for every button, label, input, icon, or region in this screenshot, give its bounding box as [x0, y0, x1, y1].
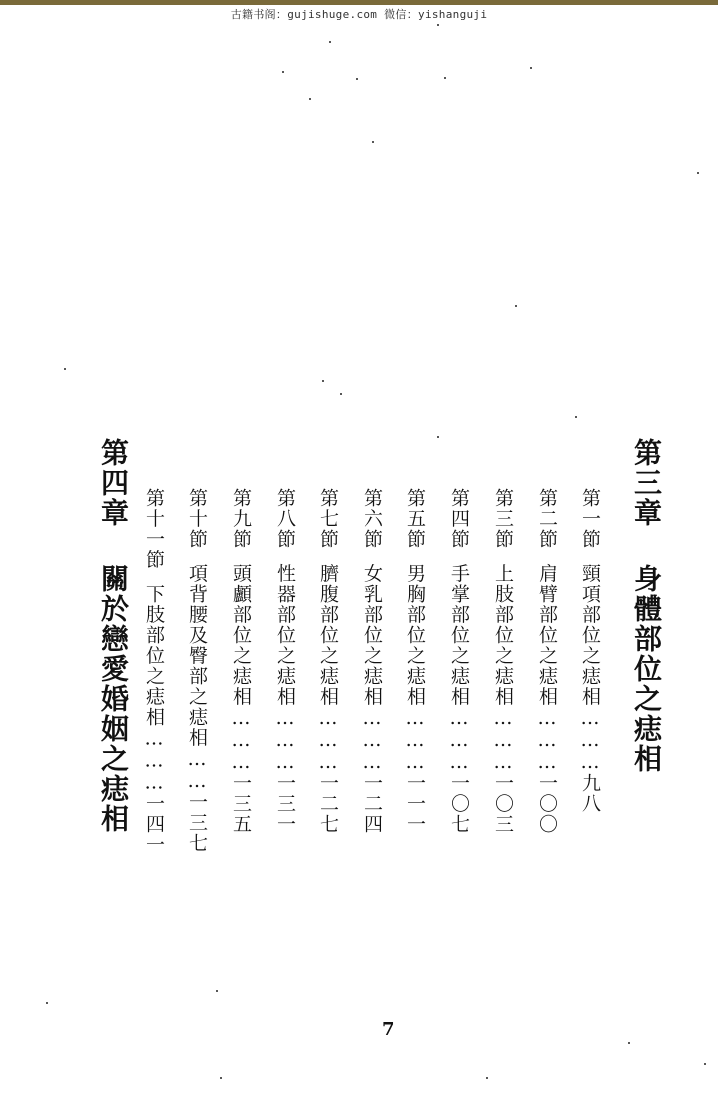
top-border	[0, 0, 718, 5]
chapter3-title: 身體部位之痣相	[630, 564, 663, 774]
section-number: 第四節	[448, 488, 470, 550]
section-page: 一二四	[361, 773, 383, 835]
section-title: 下肢部位之痣相	[143, 584, 165, 728]
chapter4-title: 關於戀愛婚姻之痣相	[97, 564, 130, 834]
dot-leader: ………	[492, 707, 514, 773]
section-page: 一四一	[143, 793, 165, 855]
toc-entry	[187, 488, 206, 854]
chapter3-number: 第三章	[630, 438, 663, 528]
page-number: 7	[382, 1019, 395, 1040]
toc-entry	[231, 488, 250, 835]
dot-leader: ………	[536, 707, 558, 773]
section-title: 頭顱部位之痣相	[230, 563, 252, 707]
chapter4-number: 第四章	[97, 438, 130, 528]
watermark: 古籍书阁：gujishuge.com 微信：yishanguji	[230, 8, 488, 21]
section-page: 一三五	[230, 773, 252, 835]
scan-speck	[486, 1077, 488, 1079]
section-number: 第五節	[404, 488, 426, 550]
section-number: 第八節	[274, 488, 296, 550]
toc-entry	[580, 488, 599, 814]
toc-entry	[493, 488, 512, 835]
scan-speck	[704, 1063, 706, 1065]
section-page: 一三一	[274, 773, 296, 835]
scan-speck	[530, 67, 532, 69]
chapter3-heading	[626, 438, 666, 774]
dot-leader: ………	[274, 707, 296, 773]
section-title: 男胸部位之痣相	[404, 563, 426, 707]
toc-entry	[362, 488, 381, 835]
section-page: 九八	[579, 773, 601, 814]
scan-speck	[697, 172, 699, 174]
section-title: 女乳部位之痣相	[361, 563, 383, 707]
section-page: 一〇〇	[536, 773, 558, 835]
chapter4-heading	[93, 438, 133, 834]
section-page: 一一一	[404, 773, 426, 835]
section-title: 肩臂部位之痣相	[536, 563, 558, 707]
scan-speck	[282, 71, 284, 73]
toc-entry	[318, 488, 337, 835]
toc-entry	[537, 488, 556, 835]
section-number: 第三節	[492, 488, 514, 550]
scan-speck	[575, 416, 577, 418]
section-number: 第二節	[536, 488, 558, 550]
dot-leader: ………	[404, 707, 426, 773]
scan-speck	[356, 78, 358, 80]
scan-speck	[309, 98, 311, 100]
scan-speck	[515, 305, 517, 307]
dot-leader: ………	[230, 707, 252, 773]
toc-entry	[405, 488, 424, 835]
dot-leader: ………	[317, 707, 339, 773]
toc-entry	[144, 488, 163, 855]
section-title: 手掌部位之痣相	[448, 563, 470, 707]
dot-leader: ……	[186, 748, 208, 792]
section-title: 頸項部位之痣相	[579, 563, 601, 707]
section-page: 一二七	[317, 773, 339, 835]
section-number: 第六節	[361, 488, 383, 550]
section-title: 項背腰及臀部之痣相	[186, 563, 208, 748]
scan-speck	[437, 436, 439, 438]
section-title: 臍腹部位之痣相	[317, 563, 339, 707]
scan-speck	[220, 1077, 222, 1079]
section-page: 一三七	[186, 792, 208, 854]
scan-speck	[628, 1042, 630, 1044]
section-number: 第九節	[230, 488, 252, 550]
toc-entry	[449, 488, 468, 835]
section-number: 第十一節	[143, 488, 165, 570]
section-page: 一〇三	[492, 773, 514, 835]
section-title: 上肢部位之痣相	[492, 563, 514, 707]
scan-speck	[372, 141, 374, 143]
scan-speck	[340, 393, 342, 395]
section-number: 第一節	[579, 488, 601, 550]
scan-speck	[216, 990, 218, 992]
scan-speck	[64, 368, 66, 370]
scan-speck	[437, 24, 439, 26]
section-number: 第十節	[186, 488, 208, 550]
section-title: 性器部位之痣相	[274, 563, 296, 707]
dot-leader: ………	[143, 727, 165, 794]
dot-leader: ………	[361, 707, 383, 773]
scan-speck	[322, 380, 324, 382]
scan-speck	[329, 41, 331, 43]
dot-leader: ………	[448, 707, 470, 773]
toc-entry	[275, 488, 294, 835]
dot-leader: ………	[579, 707, 601, 773]
section-number: 第七節	[317, 488, 339, 550]
scan-speck	[444, 77, 446, 79]
section-page: 一〇七	[448, 773, 470, 835]
scan-speck	[46, 1002, 48, 1004]
